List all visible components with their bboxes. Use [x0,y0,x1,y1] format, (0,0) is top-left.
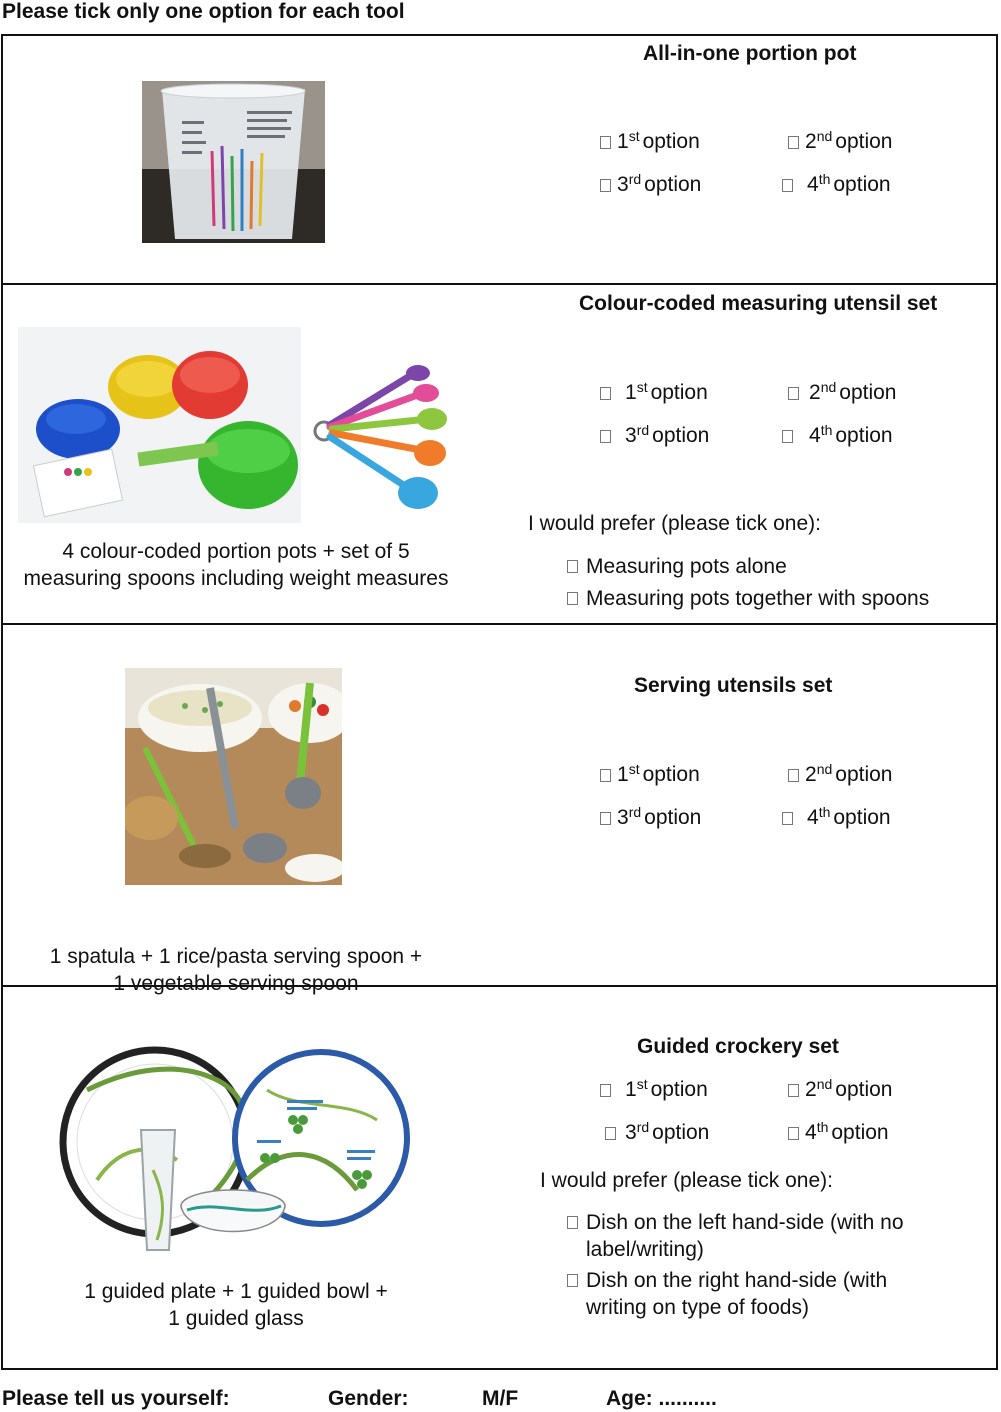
option-word: option [835,763,893,786]
option-1[interactable]: 1 $^{st}$ option [600,381,708,405]
age-field[interactable]: Age: .......... [606,1387,717,1410]
preference-label [586,1209,904,1263]
option-2[interactable]: 2 $^{nd}$ option [788,763,892,787]
checkbox[interactable] [605,1127,616,1140]
option-word: option [835,130,893,153]
checkbox[interactable] [567,560,578,573]
measuring-spoons-image [308,363,453,513]
gender-label: Gender: [328,1387,409,1410]
option-word: option [652,424,710,447]
checkbox[interactable] [600,136,611,149]
tool-title: Serving utensils set [634,674,833,697]
option-word: option [835,1078,893,1101]
option-number: 1 [617,763,629,786]
preference-option-pots-alone[interactable] [567,553,787,580]
option-word: option [835,424,893,447]
preference-prompt: I would prefer (please tick one): [540,1169,833,1192]
option-3[interactable]: 3 $^{rd}$ option [600,173,701,197]
instruction-text: Please tick only one option for each tool [2,0,405,23]
checkbox[interactable] [788,1084,799,1097]
preference-label [586,1267,887,1321]
tool-title: Guided crockery set [637,1035,839,1058]
caption-line: measuring spoons including weight measures [23,567,449,590]
option-number: 2 [805,1078,817,1101]
option-3[interactable]: 3 $^{rd}$ option [605,1121,709,1145]
preference-label-line: Dish on the left hand-side (with no [586,1211,904,1234]
option-number: 1 [625,1078,637,1101]
section-measuring-set [3,283,996,623]
option-number: 2 [805,763,817,786]
preference-label-line: writing on type of foods) [586,1296,809,1319]
option-3[interactable]: 3 $^{rd}$ option [600,806,701,830]
checkbox[interactable] [600,1084,611,1097]
option-word: option [644,173,702,196]
portion-pot-image [142,81,325,243]
option-word: option [652,1121,710,1144]
measuring-set-caption [3,538,469,592]
checkbox[interactable] [567,592,578,605]
demographics-prompt: Please tell us yourself: [2,1387,230,1410]
option-2[interactable]: 2 $^{nd}$ option [788,130,892,154]
serving-utensils-image [125,668,342,885]
option-1[interactable]: 1 $^{st}$ option [600,763,700,787]
checkbox[interactable] [567,1216,578,1229]
option-word: option [650,381,708,404]
section-portion-pot [3,36,996,285]
option-3[interactable]: 3 $^{rd}$ option [600,424,709,448]
checkbox[interactable] [782,812,793,825]
preference-label: Measuring pots together with spoons [586,587,930,610]
option-word: option [839,381,897,404]
preference-label-line: label/writing) [586,1238,704,1261]
preference-label-line: Dish on the right hand-side (with [586,1269,888,1292]
checkbox[interactable] [788,769,799,782]
option-4[interactable]: 4 $^{th}$ option [788,1121,889,1145]
option-number: 1 [617,130,629,153]
option-number: 4 [807,806,819,829]
option-number: 4 [809,424,821,447]
checkbox[interactable] [788,136,799,149]
option-word: option [833,806,891,829]
option-number: 2 [805,130,817,153]
checkbox[interactable] [600,812,611,825]
checkbox[interactable] [600,430,611,443]
option-4[interactable]: 4 $^{th}$ option [782,806,891,830]
caption-line: 1 guided glass [168,1307,304,1330]
option-1[interactable]: 1 $^{st}$ option [600,1078,708,1102]
option-word: option [650,1078,708,1101]
option-number: 2 [809,381,821,404]
preference-option-left-dish[interactable] [567,1209,904,1263]
option-number: 3 [617,806,629,829]
option-number: 1 [625,381,637,404]
tool-options-form [1,34,998,1370]
option-4[interactable]: 4 $^{th}$ option [782,424,893,448]
measuring-pots-image [18,327,301,523]
checkbox[interactable] [788,1127,799,1140]
option-word: option [644,806,702,829]
option-word: option [642,130,700,153]
caption-line: 1 guided plate + 1 guided bowl + [84,1280,388,1303]
option-word: option [833,173,891,196]
option-number: 3 [625,424,637,447]
preference-option-pots-with-spoons[interactable] [567,585,929,612]
section-serving-utensils [3,623,996,995]
preference-label: Measuring pots alone [586,555,787,578]
option-word: option [642,763,700,786]
checkbox[interactable] [782,430,793,443]
checkbox[interactable] [782,179,793,192]
option-1[interactable]: 1 $^{st}$ option [600,130,700,154]
preference-prompt: I would prefer (please tick one): [528,512,821,535]
option-2[interactable]: 2 $^{nd}$ option [788,381,896,405]
section-guided-crockery [3,985,996,1370]
option-word: option [831,1121,889,1144]
guided-crockery-caption [3,1278,469,1332]
caption-line: 1 spatula + 1 rice/pasta serving spoon + [49,945,423,968]
gender-value[interactable]: M/F [482,1387,519,1410]
preference-option-right-dish[interactable] [567,1267,887,1321]
checkbox[interactable] [600,387,611,400]
option-2[interactable]: 2 $^{nd}$ option [788,1078,892,1102]
tool-title: All-in-one portion pot [643,42,857,65]
option-number: 4 [807,173,819,196]
tool-title: Colour-coded measuring utensil set [579,292,938,315]
caption-line: 1 vegetable serving spoon [113,972,359,995]
option-4[interactable]: 4 $^{th}$ option [782,173,891,197]
option-number: 4 [805,1121,817,1144]
caption-line: 4 colour-coded portion pots + set of 5 [62,540,410,563]
checkbox[interactable] [788,387,799,400]
option-number: 3 [625,1121,637,1144]
checkbox[interactable] [600,769,611,782]
checkbox[interactable] [567,1274,578,1287]
checkbox[interactable] [600,179,611,192]
guided-crockery-image [57,1030,410,1261]
option-number: 3 [617,173,629,196]
